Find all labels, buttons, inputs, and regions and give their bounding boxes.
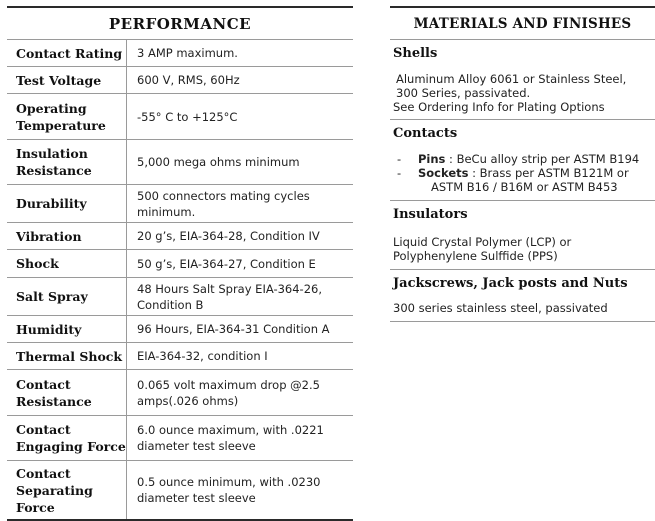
row-label: Vibration [7,223,127,249]
table-row [7,461,353,519]
item-text: : BeCu alloy strip per ASTM B194 [445,152,640,166]
row-value: -55° C to +125°C [137,109,238,124]
row-label: Insulation Resistance [7,140,127,184]
row-value: 48 Hours Salt Spray EIA-364-26, Condition B [137,281,322,312]
row-value: 20 g’s, EIA-364-28, Condition IV [137,229,320,243]
table-row [7,40,353,67]
table-row [7,343,353,370]
table-row [7,316,353,343]
row-label: Test Voltage [7,67,127,93]
row-value: 3 AMP maximum. [137,46,238,60]
item-text: : Brass per ASTM B121M or [468,166,629,180]
list-item [393,166,651,180]
row-value: EIA-364-32, condition I [137,349,268,363]
table-row [7,416,353,461]
row-value: 0.065 volt maximum drop @2.5 amps(.026 ohms) [137,377,320,408]
performance-table [7,6,353,521]
shells-heading: Shells [393,46,438,61]
row-label: Contact Rating [7,40,127,66]
row-label: Salt Spray [7,278,127,315]
table-row [7,140,353,185]
contacts-list [393,152,651,180]
performance-title: PERFORMANCE [7,8,353,40]
dash-bullet: - [397,152,402,166]
item-continuation: ASTM B16 / B16M or ASTM B453 [431,180,618,194]
row-value: 5,000 mega ohms minimum [137,155,300,169]
table-row [7,223,353,250]
row-label: Operating Temperature [7,94,127,139]
row-value: 500 connectors mating cycles minimum. [137,188,310,219]
row-label: Thermal Shock [7,343,127,369]
jackscrews-section [390,270,655,322]
materials-title: MATERIALS AND FINISHES [390,8,655,40]
row-value: 600 V, RMS, 60Hz [137,73,240,87]
row-value: 96 Hours, EIA-364-31 Condition A [137,322,330,336]
jackscrews-heading: Jackscrews, Jack posts and Nuts [393,276,628,291]
row-label: Contact Engaging Force [7,416,127,460]
table-row [7,94,353,140]
row-label: Durability [7,185,127,222]
materials-panel [390,6,655,322]
table-row [7,185,353,223]
insulators-section [390,201,655,270]
insulators-heading: Insulators [393,207,468,222]
table-row [7,250,353,278]
row-value: 0.5 ounce minimum, with .0230 diameter test sleeve [137,475,321,505]
item-name: Pins [418,152,446,166]
table-row [7,278,353,316]
insulators-text: Liquid Crystal Polymer (LCP) or Polyphenylene Sulffide (PPS) [393,235,572,263]
item-name: Sockets [418,166,469,180]
jackscrews-text: 300 series stainless steel, passivated [393,301,608,315]
shells-plating-note: See Ordering Info for Plating Options [393,100,605,114]
row-value: 6.0 ounce maximum, with .0221 diameter test sleeve [137,423,324,453]
list-item [393,152,651,166]
shells-text: Aluminum Alloy 6061 or Stainless Steel, 300 Series, passivated. [396,72,627,100]
row-label: Humidity [7,316,127,342]
row-label: Contact Resistance [7,370,127,415]
table-row [7,370,353,416]
row-value: 50 g’s, EIA-364-27, Condition E [137,256,316,271]
contacts-section [390,120,655,201]
contacts-heading: Contacts [393,126,458,141]
table-row [7,67,353,94]
row-label: Shock [7,250,127,277]
shells-section [390,40,655,120]
dash-bullet: - [397,166,402,180]
row-label: Contact Separating Force [7,461,127,519]
